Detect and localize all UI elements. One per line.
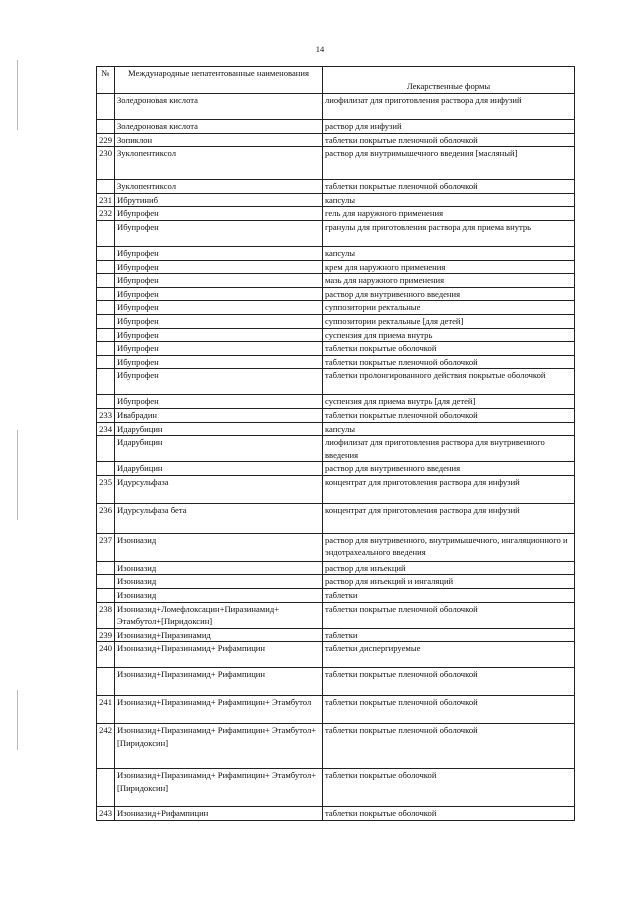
drug-name: Ибупрофен: [115, 260, 323, 274]
row-number: [97, 369, 115, 395]
table-row: [97, 120, 575, 134]
row-number: [97, 589, 115, 603]
row-number: 238: [97, 602, 115, 628]
table-row: [97, 220, 575, 246]
dosage-form: мазь для наружного применения: [323, 274, 575, 288]
table-row: [97, 561, 575, 575]
dosage-form: концентрат для приготовления раствора для инфузий: [323, 503, 575, 533]
row-number: 229: [97, 133, 115, 147]
dosage-form: раствор для внутривенного введения: [323, 287, 575, 301]
dosage-form: капсулы: [323, 246, 575, 260]
table-row: [97, 769, 575, 807]
drug-name: Идурсульфаза: [115, 475, 323, 503]
table-row: [97, 642, 575, 668]
drug-name: Идарубицин: [115, 462, 323, 476]
header-name: Международные непатентованные наименования: [115, 67, 323, 94]
table-row: [97, 807, 575, 821]
drug-name: Зопиклон: [115, 133, 323, 147]
drug-name: Изониазид: [115, 575, 323, 589]
drug-name: Изониазид: [115, 561, 323, 575]
drug-name: Изониазид+Пиразинамид: [115, 628, 323, 642]
row-number: [97, 94, 115, 120]
table-body: [97, 94, 575, 821]
drug-name: Ибупрофен: [115, 355, 323, 369]
row-number: 235: [97, 475, 115, 503]
table-row: [97, 436, 575, 462]
drug-name: Идурсульфаза бета: [115, 503, 323, 533]
drug-name: Изониазид+Пиразинамид+ Рифампицин+ Этамбутол+[Пиридоксин]: [115, 724, 323, 769]
row-number: [97, 287, 115, 301]
scan-artifact-line: [17, 690, 18, 750]
row-number: [97, 561, 115, 575]
row-number: [97, 395, 115, 409]
drug-table: [96, 66, 575, 821]
row-number: [97, 575, 115, 589]
row-number: 239: [97, 628, 115, 642]
table-row: [97, 260, 575, 274]
row-number: 232: [97, 207, 115, 221]
table-row: [97, 696, 575, 724]
drug-name: Зуклопентиксол: [115, 180, 323, 194]
dosage-form: раствор для инфузий: [323, 120, 575, 134]
table-row: [97, 207, 575, 221]
table-row: [97, 668, 575, 696]
drug-name: Ибупрофен: [115, 328, 323, 342]
drug-name: Ибупрофен: [115, 246, 323, 260]
dosage-form: раствор для внутривенного, внутримышечного, ингаляционного и эндотрахеального введения: [323, 533, 575, 561]
row-number: [97, 328, 115, 342]
table-row: [97, 342, 575, 356]
row-number: 236: [97, 503, 115, 533]
dosage-form: таблетки покрытые пленочной оболочкой: [323, 180, 575, 194]
row-number: [97, 462, 115, 476]
row-number: 242: [97, 724, 115, 769]
table-row: [97, 301, 575, 315]
dosage-form: суспензия для приема внутрь: [323, 328, 575, 342]
table-row: [97, 462, 575, 476]
row-number: [97, 769, 115, 807]
dosage-form: таблетки покрытые оболочкой: [323, 807, 575, 821]
row-number: [97, 668, 115, 696]
drug-name: Ибупрофен: [115, 274, 323, 288]
dosage-form: гель для наружного применения: [323, 207, 575, 221]
drug-name: Ибупрофен: [115, 342, 323, 356]
drug-name: Изониазид+Ломефлоксацин+Пиразинамид+ Этамбутол+[Пиридоксин]: [115, 602, 323, 628]
row-number: [97, 342, 115, 356]
drug-name: Ибупрофен: [115, 207, 323, 221]
table-row: [97, 369, 575, 395]
header-form: Лекарственные формы: [323, 67, 575, 94]
table-row: [97, 147, 575, 180]
row-number: [97, 355, 115, 369]
dosage-form: крем для наружного применения: [323, 260, 575, 274]
table-row: [97, 422, 575, 436]
row-number: 234: [97, 422, 115, 436]
drug-name: Изониазид+Рифампицин: [115, 807, 323, 821]
table-row: [97, 395, 575, 409]
table-row: [97, 628, 575, 642]
row-number: 230: [97, 147, 115, 180]
row-number: [97, 314, 115, 328]
dosage-form: таблетки: [323, 628, 575, 642]
row-number: 231: [97, 193, 115, 207]
table-row: [97, 193, 575, 207]
table-row: [97, 133, 575, 147]
dosage-form: раствор для инъекций: [323, 561, 575, 575]
dosage-form: суппозитории ректальные [для детей]: [323, 314, 575, 328]
dosage-form: таблетки покрытые пленочной оболочкой: [323, 133, 575, 147]
drug-name: Ибупрофен: [115, 220, 323, 246]
dosage-form: таблетки покрытые пленочной оболочкой: [323, 602, 575, 628]
dosage-form: лиофилизат для приготовления раствора для внутривенного введения: [323, 436, 575, 462]
table-row: [97, 575, 575, 589]
table-row: [97, 589, 575, 603]
table-row: [97, 287, 575, 301]
drug-name: Изониазид+Пиразинамид+ Рифампицин+ Этамбутол: [115, 696, 323, 724]
dosage-form: таблетки покрытые оболочкой: [323, 769, 575, 807]
dosage-form: капсулы: [323, 193, 575, 207]
table-row: [97, 355, 575, 369]
row-number: [97, 260, 115, 274]
dosage-form: таблетки покрытые пленочной оболочкой: [323, 408, 575, 422]
drug-name: Золедроновая кислота: [115, 94, 323, 120]
dosage-form: капсулы: [323, 422, 575, 436]
dosage-form: раствор для инъекций и ингаляций: [323, 575, 575, 589]
table-row: [97, 475, 575, 503]
page-number: 14: [315, 44, 325, 54]
drug-name: Ибрутиниб: [115, 193, 323, 207]
drug-name: Изониазид+Пиразинамид+ Рифампицин+ Этамбутол+[Пиридоксин]: [115, 769, 323, 807]
dosage-form: таблетки покрытые пленочной оболочкой: [323, 696, 575, 724]
row-number: 243: [97, 807, 115, 821]
drug-name: Ибупрофен: [115, 301, 323, 315]
table-row: [97, 408, 575, 422]
row-number: 240: [97, 642, 115, 668]
table-row: [97, 503, 575, 533]
dosage-form: концентрат для приготовления раствора для инфузий: [323, 475, 575, 503]
dosage-form: таблетки диспергируемые: [323, 642, 575, 668]
dosage-form: таблетки пролонгированного действия покрытые оболочкой: [323, 369, 575, 395]
drug-name: Идарубицин: [115, 436, 323, 462]
table-row: [97, 274, 575, 288]
table-row: [97, 533, 575, 561]
dosage-form: раствор для внутривенного введения: [323, 462, 575, 476]
dosage-form: лиофилизат для приготовления раствора для инфузий: [323, 94, 575, 120]
drug-name: Ибупрофен: [115, 314, 323, 328]
drug-name: Золедроновая кислота: [115, 120, 323, 134]
dosage-form: таблетки: [323, 589, 575, 603]
dosage-form: раствор для внутримышечного введения [масляный]: [323, 147, 575, 180]
table-row: [97, 94, 575, 120]
row-number: [97, 246, 115, 260]
drug-name: Зуклопентиксол: [115, 147, 323, 180]
drug-name: Ибупрофен: [115, 395, 323, 409]
scan-artifact-line: [17, 60, 18, 130]
row-number: [97, 301, 115, 315]
table-row: [97, 328, 575, 342]
table-row: [97, 180, 575, 194]
drug-name: Ивабрадин: [115, 408, 323, 422]
dosage-form: таблетки покрытые оболочкой: [323, 342, 575, 356]
row-number: 233: [97, 408, 115, 422]
dosage-form: таблетки покрытые пленочной оболочкой: [323, 668, 575, 696]
table-row: [97, 602, 575, 628]
table-row: [97, 724, 575, 769]
row-number: 237: [97, 533, 115, 561]
row-number: 241: [97, 696, 115, 724]
dosage-form: суспензия для приема внутрь [для детей]: [323, 395, 575, 409]
header-num: №: [97, 67, 115, 94]
drug-name: Идарубицин: [115, 422, 323, 436]
drug-name: Изониазид+Пиразинамид+ Рифампицин: [115, 668, 323, 696]
row-number: [97, 120, 115, 134]
drug-name: Ибупрофен: [115, 369, 323, 395]
table-row: [97, 246, 575, 260]
drug-name: Изониазид: [115, 589, 323, 603]
row-number: [97, 436, 115, 462]
dosage-form: таблетки покрытые пленочной оболочкой: [323, 355, 575, 369]
table-row: [97, 314, 575, 328]
row-number: [97, 274, 115, 288]
drug-name: Изониазид+Пиразинамид+ Рифампицин: [115, 642, 323, 668]
row-number: [97, 220, 115, 246]
dosage-form: таблетки покрытые пленочной оболочкой: [323, 724, 575, 769]
drug-name: Изониазид: [115, 533, 323, 561]
row-number: [97, 180, 115, 194]
drug-name: Ибупрофен: [115, 287, 323, 301]
scan-artifact-line: [17, 430, 18, 520]
dosage-form: суппозитории ректальные: [323, 301, 575, 315]
dosage-form: гранулы для приготовления раствора для приема внутрь: [323, 220, 575, 246]
